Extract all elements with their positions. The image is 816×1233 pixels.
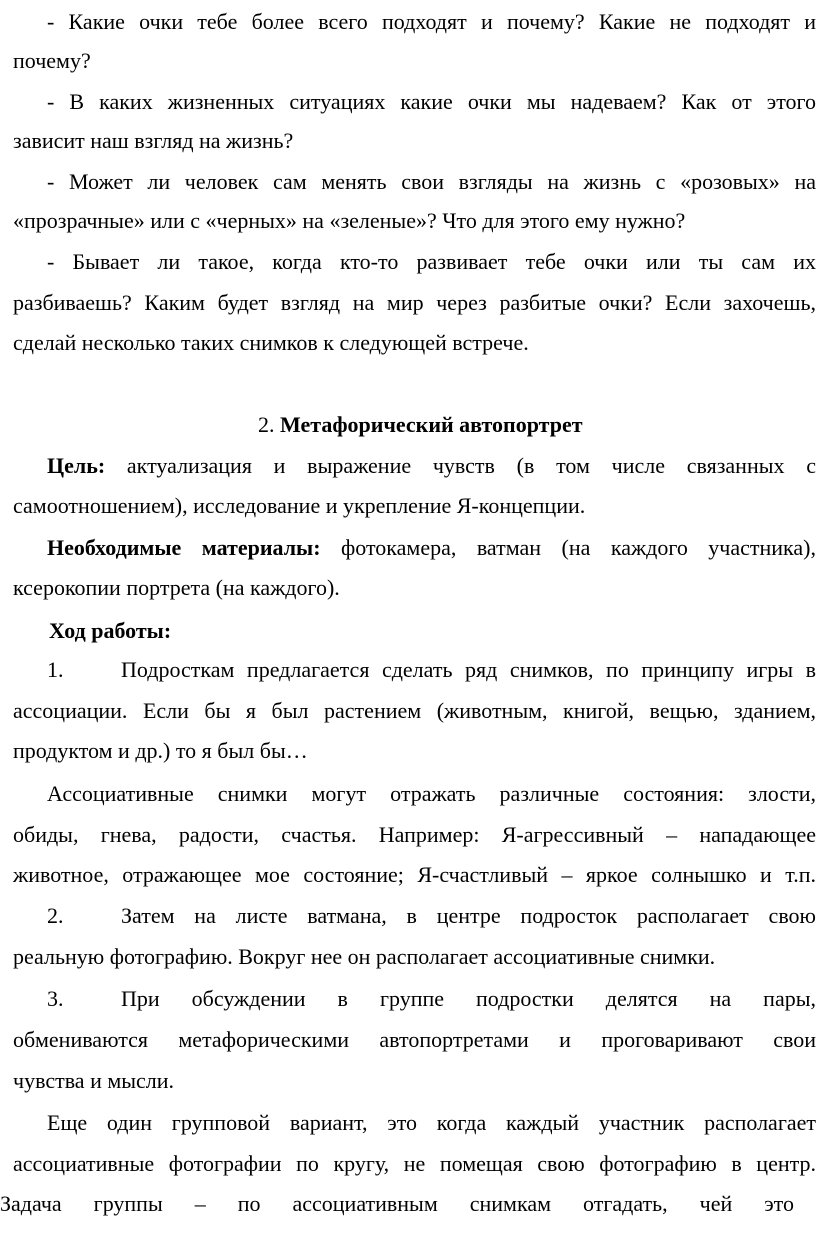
question-4-line-3: сделай несколько таких снимков к следующей встрече. bbox=[13, 330, 529, 355]
section-heading bbox=[258, 412, 583, 438]
question-1-line-1: - Какие очки тебе более всего подходят и почему? Какие не подходят и bbox=[47, 9, 816, 34]
variant-line-3: Задача группы – по ассоциативным снимкам отгадать, чей это bbox=[0, 1191, 794, 1216]
section-number: 2. bbox=[258, 412, 275, 437]
goal-line-1 bbox=[47, 453, 816, 479]
question-3-line-1: - Может ли человек сам менять свои взгляды на жизнь с «розовых» на bbox=[47, 169, 816, 194]
question-3-line-2: «прозрачные» или с «черных» на «зеленые»? Что для этого ему нужно? bbox=[13, 208, 686, 233]
materials-line-2: ксерокопии портрета (на каждого). bbox=[13, 575, 340, 600]
materials-line-1 bbox=[47, 535, 816, 561]
variant-line-1: Еще один групповой вариант, это когда каждый участник располагает bbox=[47, 1110, 816, 1135]
associative-line-3: животное, отражающее мое состояние; Я-счастливый – яркое солнышко и т.п. bbox=[13, 862, 816, 887]
step-2-line-2: реальную фотографию. Вокруг нее он располагает ассоциативные снимки. bbox=[13, 944, 716, 969]
question-2-line-1: - В каких жизненных ситуациях какие очки мы надеваем? Как от этого bbox=[47, 89, 816, 114]
step-1-number: 1. bbox=[47, 657, 64, 682]
question-1-line-2: почему? bbox=[13, 48, 91, 73]
step-3-line-2: обмениваются метафорическими автопортретами и проговаривают свои bbox=[13, 1027, 816, 1052]
step-1-text-1: Подросткам предлагается сделать ряд снимков, по принципу игры в bbox=[121, 657, 816, 682]
step-3-line-3: чувства и мысли. bbox=[13, 1068, 175, 1093]
materials-label: Необходимые материалы: bbox=[47, 535, 321, 560]
goal-label: Цель: bbox=[47, 453, 106, 478]
step-3-text-1: При обсуждении в группе подростки делятся на пары, bbox=[121, 986, 816, 1011]
goal-text-1: актуализация и выражение чувств (в том числе связанных с bbox=[126, 453, 816, 478]
step-2-line-1 bbox=[0, 903, 816, 929]
step-3-number: 3. bbox=[47, 986, 64, 1011]
step-1-line-1 bbox=[0, 657, 816, 683]
associative-line-1: Ассоциативные снимки могут отражать различные состояния: злости, bbox=[47, 781, 816, 806]
question-4-line-2: разбиваешь? Каким будет взгляд на мир через разбитые очки? Если захочешь, bbox=[13, 290, 816, 315]
step-3-line-1 bbox=[0, 986, 816, 1012]
variant-line-2: ассоциативные фотографии по кругу, не помещая свою фотографию в центр. bbox=[13, 1151, 816, 1176]
goal-line-2: самоотношением), исследование и укрепление Я-концепции. bbox=[13, 493, 586, 518]
materials-text-1: фотокамера, ватман (на каждого участника), bbox=[341, 535, 816, 560]
step-2-text-1: Затем на листе ватмана, в центре подросток располагает свою bbox=[121, 903, 816, 928]
procedure-heading: Ход работы: bbox=[49, 618, 172, 643]
step-2-number: 2. bbox=[47, 903, 64, 928]
question-4-line-1: - Бывает ли такое, когда кто-то развивает тебе очки или ты сам их bbox=[47, 249, 816, 274]
section-title: Метафорический автопортрет bbox=[280, 412, 583, 437]
step-1-line-3: продуктом и др.) то я был бы… bbox=[13, 738, 308, 763]
question-2-line-2: зависит наш взгляд на жизнь? bbox=[13, 128, 294, 153]
step-1-line-2: ассоциации. Если бы я был растением (животным, книгой, вещью, зданием, bbox=[13, 698, 816, 723]
associative-line-2: обиды, гнева, радости, счастья. Например: Я-агрессивный – нападающее bbox=[13, 822, 816, 847]
